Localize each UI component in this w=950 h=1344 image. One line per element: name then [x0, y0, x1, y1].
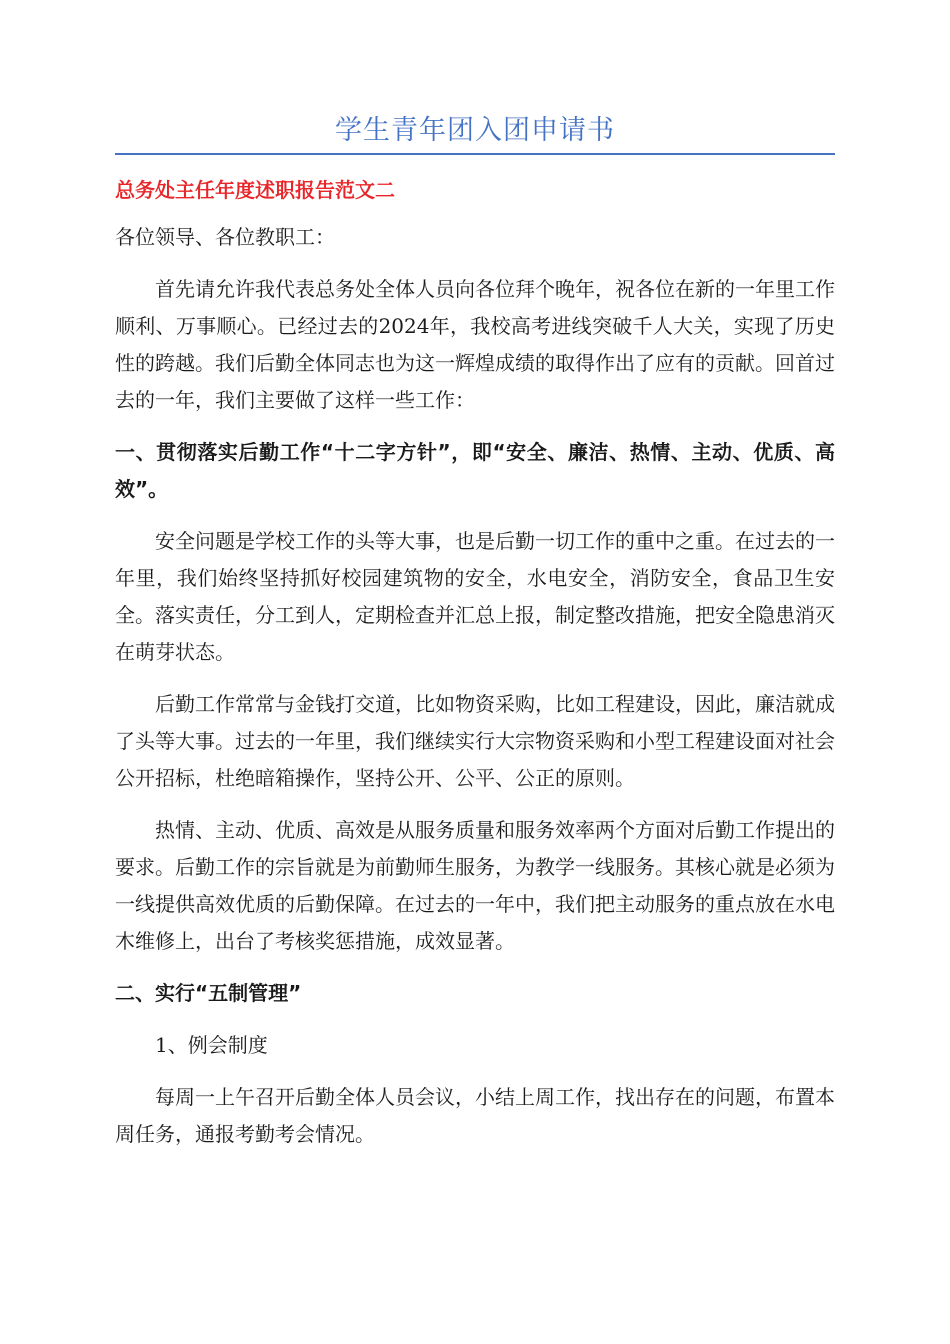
document-title: 学生青年团入团申请书 — [335, 115, 615, 146]
greeting-line: 各位领导、各位教职工： — [115, 225, 335, 249]
section-1-paragraph-integrity: 后勤工作常常与金钱打交道，比如物资采购，比如工程建设，因此，廉洁就成了头等大事。过去的一年里，我们继续实行大宗物资采购和小型工程建设面对社会公开招标，杜绝暗箱操作，坚持公开、公平、公正的原则。 — [115, 692, 835, 790]
section-1-paragraph-safety: 安全问题是学校工作的头等大事，也是后勤一切工作的重中之重。在过去的一年里，我们始终坚持抓好校园建筑物的安全，水电安全，消防安全，食品卫生安全。落实责任，分工到人，定期检查并汇总上报，制定整改措施，把安全隐患消灭在萌芽状态。 — [115, 529, 835, 664]
title-underline-divider — [115, 153, 835, 155]
section-2-item-1-title: 1、例会制度 — [155, 1033, 268, 1057]
report-subtitle: 总务处主任年度述职报告范文二 — [115, 178, 395, 202]
intro-paragraph: 首先请允许我代表总务处全体人员向各位拜个晚年，祝各位在新的一年里工作顺利、万事顺心。已经过去的2024年，我校高考进线突破千人大关，实现了历史性的跨越。我们后勤全体同志也为这一辉煌成绩的取得作出了应有的贡献。回首过去的一年，我们主要做了这样一些工作： — [115, 277, 835, 412]
section-2-item-1-paragraph: 每周一上午召开后勤全体人员会议，小结上周工作，找出存在的问题，布置本周任务，通报考勤考会情况。 — [115, 1085, 835, 1146]
section-1-heading: 一、贯彻落实后勤工作“十二字方针”，即“安全、廉洁、热情、主动、优质、高效”。 — [115, 440, 835, 501]
document-body — [115, 172, 835, 1168]
section-2-heading: 二、实行“五制管理” — [115, 981, 302, 1005]
section-1-paragraph-service: 热情、主动、优质、高效是从服务质量和服务效率两个方面对后勤工作提出的要求。后勤工作的宗旨就是为前勤师生服务，为教学一线服务。其核心就是必须为一线提供高效优质的后勤保障。在过去的一年中，我们把主动服务的重点放在水电木维修上，出台了考核奖惩措施，成效显著。 — [115, 818, 835, 953]
